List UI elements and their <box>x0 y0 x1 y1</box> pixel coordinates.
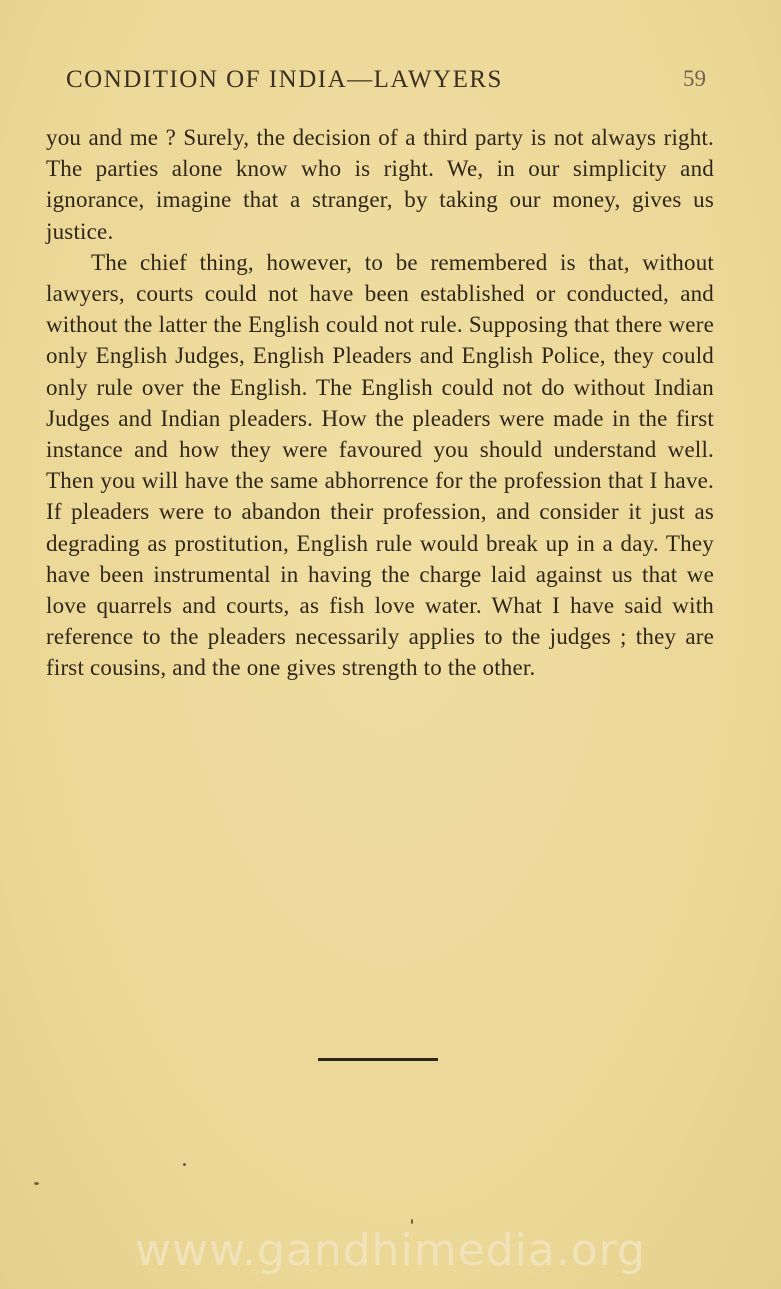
section-end-rule <box>318 1058 438 1061</box>
running-title: CONDITION OF INDIA—LAWYERS <box>66 66 503 93</box>
paper-speck <box>411 1219 413 1224</box>
watermark: www.gandhimedia.org <box>135 1225 646 1276</box>
paragraph-continued: you and me ? Surely, the decision of a third party is not always right. The parties alone know who is right. We, in our simplicity and ignorance, imagine that a stranger, by taking our money, gives us justice. <box>46 125 714 244</box>
page-number: 59 <box>683 66 706 91</box>
body-text <box>46 122 714 684</box>
paper-speck <box>34 1182 39 1185</box>
paper-speck <box>183 1163 186 1166</box>
paragraph-chief-thing: The chief thing, however, to be remembered is that, without lawyers, courts could not have been established or conducted, and without the latter the English could not rule. Supposing that there were only English Judges, English Pleaders and English Police, they could only rule over the English. The English could not do without Indian Judges and Indian pleaders. How the pleaders were made in the first instance and how they were favoured you should understand well. Then you will have the same abhorrence for the profession that I have. If pleaders were to abandon their profession, and consider it just as degrading as prostitution, English rule would break up in a day. They have been instrumental in having the charge laid against us that we love quarrels and courts, as fish love water. What I have said with reference to the pleaders necessarily applies to the judges ; they are first cousins, and the one gives strength to the other. <box>46 249 714 681</box>
running-header <box>66 66 706 106</box>
